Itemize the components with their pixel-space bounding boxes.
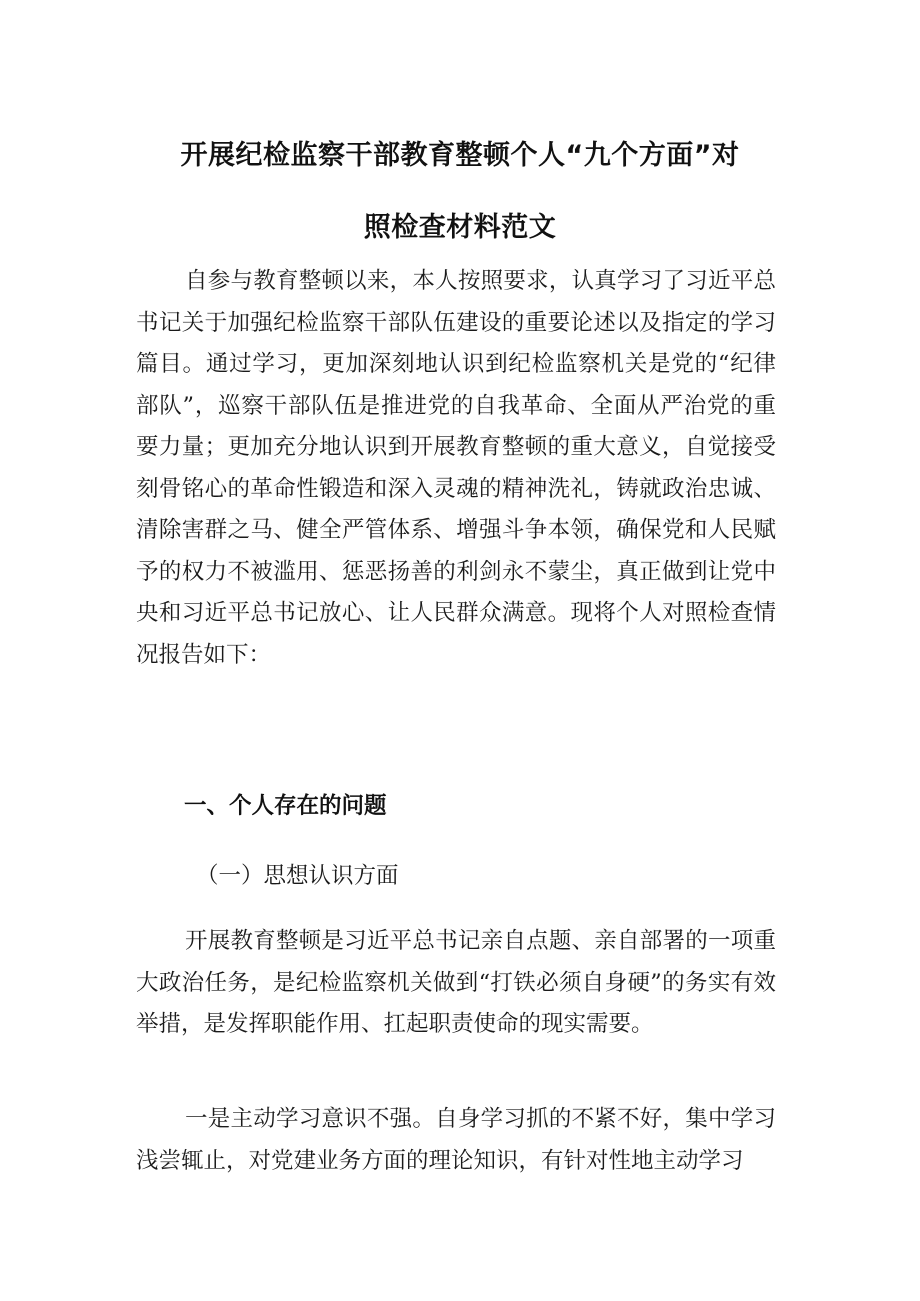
point-1-paragraph: 一是主动学习意识不强。自身学习抓的不紧不好，集中学习浅尝辄止，对党建业务方面的理论知识，有针对性地主动学习 bbox=[136, 1106, 776, 1174]
document-title-line-1: 开展纪检监察干部教育整顿个人“九个方面”对 bbox=[180, 140, 740, 171]
subsection-1-heading: （一）思想认识方面 bbox=[196, 863, 399, 889]
subsection-1-paragraph: 开展教育整顿是习近平总书记亲自点题、亲自部署的一项重大政治任务，是纪检监察机关做到“打铁必须自身硬”的务实有效举措，是发挥职能作用、扛起职责使命的现实需要。 bbox=[136, 928, 776, 1037]
intro-paragraph: 自参与教育整顿以来，本人按照要求，认真学习了习近平总书记关于加强纪检监察干部队伍建设的重要论述以及指定的学习篇目。通过学习，更加深刻地认识到纪检监察机关是党的“纪律部队”，巡察干部队伍是推进党的自我革命、全面从严治党的重要力量；更加充分地认识到开展教育整顿的重大意义，自觉接受刻骨铭心的革命性锻造和深入灵魂的精神洗礼，铸就政治忠诚、清除害群之马、健全严管体系、增强斗争本领，确保党和人民赋予的权力不被滥用、惩恶扬善的利剑永不蒙尘，真正做到让党中央和习近平总书记放心、让人民群众满意。现将个人对照检查情况报告如下： bbox=[136, 268, 776, 668]
section-1-heading: 一、个人存在的问题 bbox=[184, 793, 387, 819]
document-title-line-2: 照检查材料范文 bbox=[363, 212, 557, 243]
